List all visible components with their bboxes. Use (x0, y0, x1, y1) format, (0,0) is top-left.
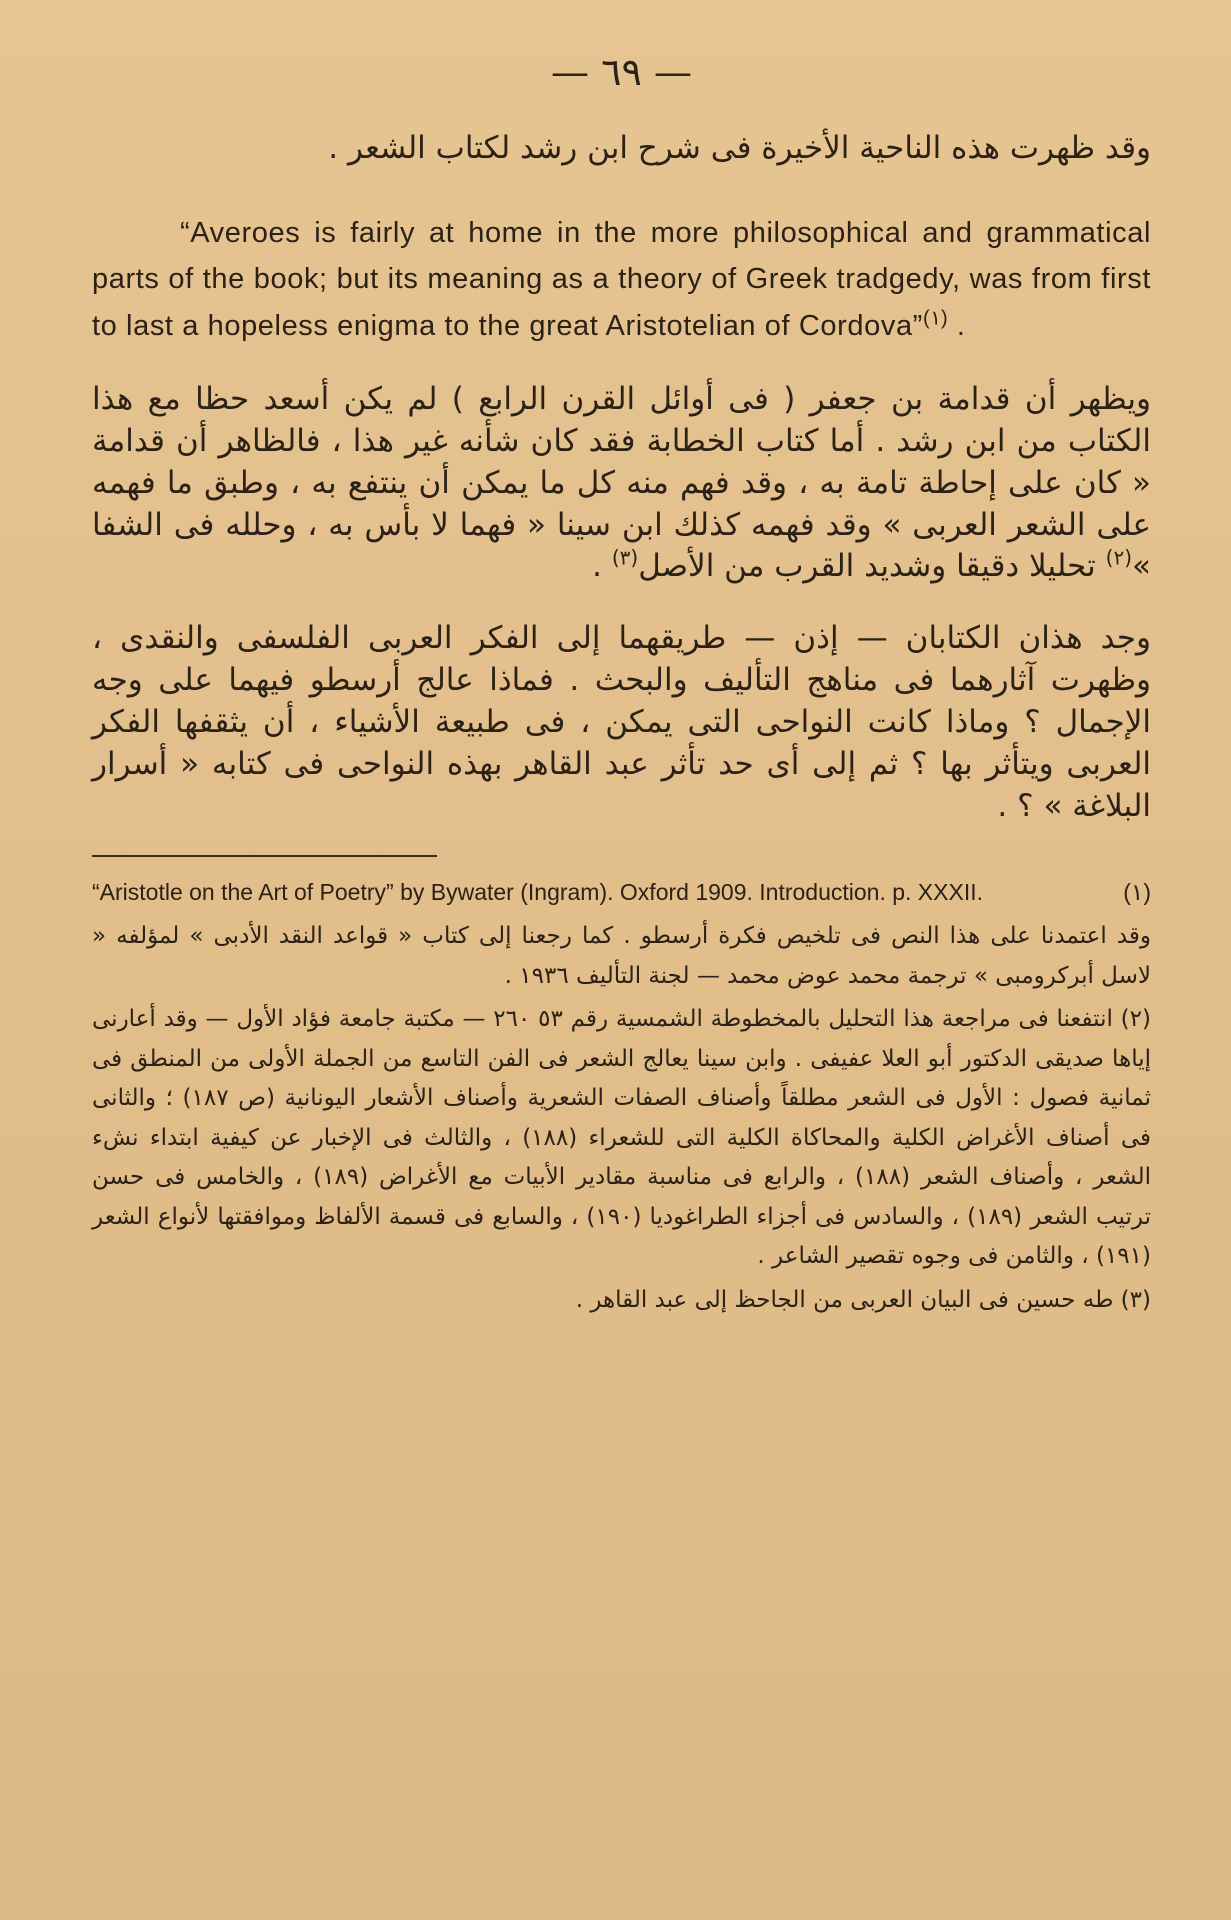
paragraph-qudama-text-2: تحليلا دقيقا وشديد القرب من الأصل (638, 548, 1106, 585)
english-quote (92, 210, 1151, 349)
quote-end: . (948, 309, 966, 342)
paragraph-qudama (92, 379, 1151, 588)
footnote-1-marker: (١) (1123, 879, 1151, 906)
footnote-1-english (92, 875, 1151, 911)
footnotes (92, 875, 1151, 1320)
page-number: — ٦٩ — (550, 50, 692, 94)
footnote-1-english-text: “Aristotle on the Art of Poetry” by Bywater (Ingram). Oxford 1909. Introduction. p. XXXII. (92, 879, 984, 906)
paragraph-qudama-text: ويظهر أن قدامة بن جعفر ( فى أوائل القرن الرابع ) لم يكن أسعد حظا مع هذا الكتاب من ابن رشد . أما كتاب الخطابة فقد كان شأنه غير هذا ، فالظاهر أن قدامة « كان على إحاطة تامة به ، وقد فهم منه كل ما يمكن أن ينتفع به ، وطبق ما فهمه على الشعر العربى » وقد فهمه كذلك ابن سينا « فهما لا بأس به ، وحلله فى الشفا » (92, 381, 1151, 585)
footnote-1-arabic: وقد اعتمدنا على هذا النص فى تلخيص فكرة أرسطو . كما رجعنا إلى كتاب « قواعد النقد الأدبى » لمؤلفه « لاسل أبركرومبى » ترجمة محمد عوض محمد — لجنة التأليف ١٩٣٦ . (92, 923, 1151, 989)
footnote-ref-1: (١) (922, 306, 949, 329)
footnote-3: (٣) طه حسين فى البيان العربى من الجاحظ إلى عبد القاهر . (575, 1287, 1151, 1314)
paragraph-books: وجد هذان الكتابان — إذن — طريقهما إلى الفكر العربى الفلسفى والنقدى ، وظهرت آثارهما فى مناهج التأليف والبحث . فماذا عالج أرسطو فيهما على وجه الإجمال ؟ وماذا كانت النواحى التى يمكن ، فى طبيعة الأشياء ، أن يثقفها الفكر العربى ويتأثر بها ؟ ثم إلى أى حد تأثر عبد القاهر بهذه النواحى فى كتابه « أسرار البلاغة » ؟ . (92, 620, 1151, 824)
footnote-2: (٢) انتفعنا فى مراجعة هذا التحليل بالمخطوطة الشمسية رقم ٥٣ ٢٦٠ — مكتبة جامعة فؤاد الأول — وقد أعارنى إياها صديقى الدكتور أبو العلا عفيفى . وابن سينا يعالج الشعر فى الفن التاسع من الجملة الأولى من المنطق فى ثمانية فصول : الأول فى الشعر مطلقاً وأصناف الصفات الشعرية وأصناف الأشعار اليونانية (ص ١٨٧) ؛ والثانى فى أصناف الأغراض الكلية والمحاكاة الكلية التى للشعراء (١٨٨) ، والثالث فى الإخبار عن كيفية ابتداء نشء الشعر ، وأصناف الشعر (١٨٨) ، والرابع فى مناسبة مقادير الأبيات مع الأغراض (١٨٩) ، والخامس فى حسن ترتيب الشعر (١٨٩) ، والسادس فى أجزاء الطراغوديا (١٩٠) ، والسابع فى قسمة الألفاظ وموافقتها لأنواع الشعر (١٩١) ، والثامن فى وجوه تقصير الشاعر . (92, 1006, 1152, 1270)
footnote-ref-2: (٢) (1105, 546, 1133, 571)
quote-text: “Averoes is fairly at home in the more philosophical and grammatical parts of the book; but its meaning as a theory of Greek tradgedy, was from first to last a hopeless enigma to the great Aristotelian of Cordova” (92, 216, 1151, 342)
paragraph-qudama-end: . (592, 548, 612, 585)
footnote-ref-3: (٣) (611, 546, 639, 571)
footnote-divider (92, 855, 437, 857)
paragraph-intro: وقد ظهرت هذه الناحية الأخيرة فى شرح ابن رشد لكتاب الشعر . (328, 130, 1151, 166)
